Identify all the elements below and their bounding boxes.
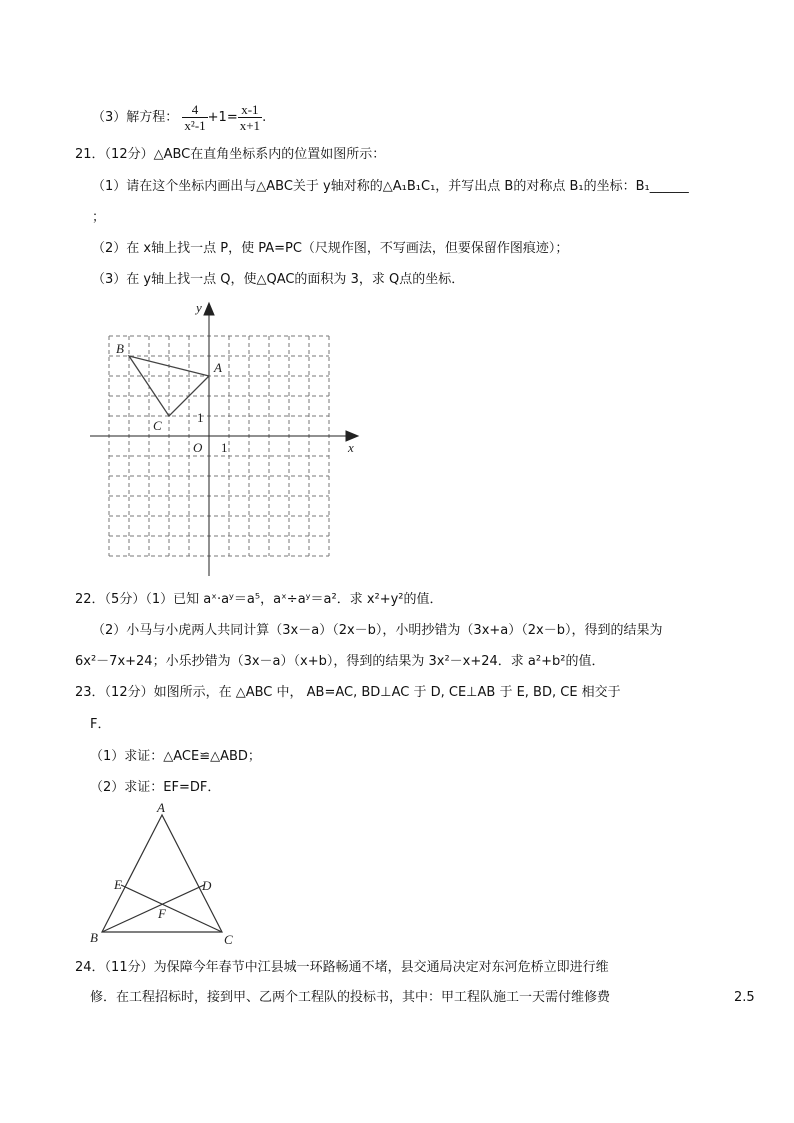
denominator: x²-1: [184, 118, 206, 133]
point-b-label: B: [116, 341, 124, 356]
q22-part2-cont: 6x²－7x+24；小乐抄错为（3x－a）（x+b），得到的结果为 3x²－x+24．求 a²+b²的值．: [75, 654, 605, 669]
q22-part1: 22．（5分）（1）已知 aˣ·aʸ＝a⁵，aˣ÷aʸ＝a²．求 x²+y²的值．: [75, 592, 443, 607]
point-c-label: C: [153, 418, 162, 433]
q21-part2: （2）在 x轴上找一点 P，使 PA=PC（尺规作图，不写画法，但要保留作图痕迹）；: [92, 241, 569, 256]
q24-line2: 修．在工程招标时，接到甲、乙两个工程队的投标书，其中：甲工程队施工一天需付维修费: [90, 990, 611, 1005]
y-label: y: [196, 300, 202, 315]
q21-part1-end: ；: [92, 210, 106, 225]
tri-d-label: D: [202, 878, 212, 893]
unit-x-label: 1: [221, 440, 228, 455]
q21-part1: （1）请在这个坐标内画出与△ABC关于 y轴对称的△A₁B₁C₁，并写出点 B的对称点 B₁的坐标：B₁______: [92, 179, 689, 194]
q24-line2-tail: 2.5: [734, 990, 755, 1005]
origin-label: O: [193, 440, 203, 455]
q23-part1: （1）求证：△ACE≌△ABD；: [90, 749, 261, 764]
q21-head: 21．（12分）△ABC在直角坐标系内的位置如图所示：: [75, 147, 386, 162]
tri-c-label: C: [224, 932, 233, 947]
denominator: x+1: [239, 118, 261, 133]
tri-f-label: F: [158, 906, 166, 921]
q22-part2: （2）小马与小虎两人共同计算（3x－a）（2x－b），小明抄错为（3x+a）（2x－b），得到的结果为: [92, 623, 663, 638]
label: （3）解方程：: [92, 110, 179, 125]
tri-e-label: E: [114, 877, 122, 892]
period: .: [262, 110, 267, 125]
numerator: 4: [182, 102, 207, 118]
x-label: x: [348, 440, 354, 455]
q24-line1: 24．（11分）为保障今年春节中江县城一环路畅通不堵，县交通局决定对东河危桥立即进行维: [75, 960, 609, 975]
unit-y-label: 1: [197, 410, 204, 425]
op: +1=: [207, 110, 238, 125]
q23-head: 23．（12分）如图所示，在 △ABC 中， AB=AC, BD⊥AC 于 D, CE⊥AB 于 E, BD, CE 相交于: [75, 685, 621, 700]
point-a-label: A: [214, 360, 222, 375]
q23-head-cont: F．: [90, 717, 111, 732]
numerator: x-1: [238, 102, 262, 118]
y-arrow-icon: [204, 303, 214, 315]
q21-part3: （3）在 y轴上找一点 Q，使△QAC的面积为 3，求 Q点的坐标．: [92, 272, 465, 287]
q23-part2: （2）求证：EF=DF．: [90, 780, 221, 795]
tri-b-label: B: [90, 930, 98, 945]
tri-a-label: A: [157, 800, 165, 815]
